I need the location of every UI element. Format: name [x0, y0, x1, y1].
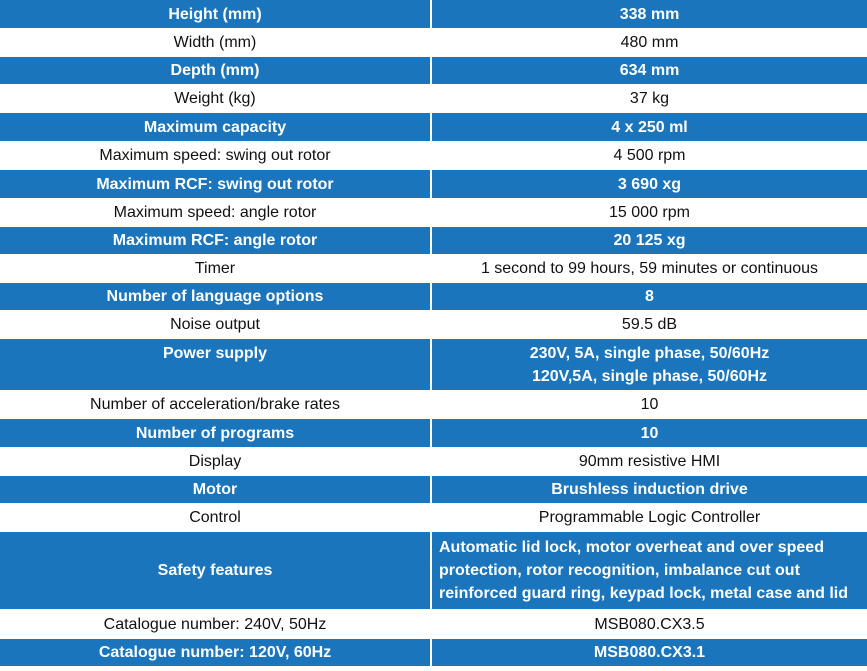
spec-value-line: 120V,5A, single phase, 50/60Hz [531, 367, 768, 385]
spec-row-acceleration-brake-rates [0, 391, 867, 419]
spec-row-catalogue-120v [0, 639, 867, 667]
spec-label: Timer [0, 255, 432, 282]
spec-row-max-rcf-swing-out-rotor [0, 170, 867, 199]
spec-label: Noise output [0, 311, 432, 338]
spec-row-display [0, 448, 867, 476]
spec-value: Programmable Logic Controller [538, 509, 761, 526]
spec-label: Number of programs [0, 419, 432, 447]
spec-label: Catalogue number: 240V, 50Hz [0, 610, 432, 638]
spec-label: Motor [0, 476, 432, 503]
spec-row-depth [0, 57, 867, 85]
spec-row-language-options [0, 283, 867, 311]
spec-row-catalogue-240v [0, 610, 867, 639]
spec-value: 15 000 rpm [609, 204, 690, 221]
spec-value: MSB080.CX3.5 [594, 615, 705, 633]
spec-row-width [0, 29, 867, 57]
spec-row-control [0, 504, 867, 532]
spec-row-power-supply [0, 339, 867, 391]
spec-value: 90mm resistive HMI [578, 453, 721, 470]
spec-value: 10 [640, 396, 659, 413]
spec-value: Brushless induction drive [551, 481, 748, 498]
spec-value: 10 [640, 424, 659, 442]
spec-label: Number of language options [0, 283, 432, 310]
spec-value: 4 x 250 ml [611, 118, 688, 136]
spec-label: Maximum RCF: angle rotor [0, 227, 432, 254]
spec-value: 480 mm [620, 34, 679, 51]
spec-value-line: Automatic lid lock, motor overheat and over speed [439, 539, 824, 556]
spec-value: 8 [645, 288, 654, 305]
spec-value: 37 kg [629, 90, 670, 107]
spec-label: Maximum capacity [0, 113, 432, 141]
spec-label: Maximum speed: swing out rotor [0, 142, 432, 169]
spec-value: 59.5 dB [621, 316, 678, 333]
spec-value: MSB080.CX3.1 [593, 644, 706, 661]
spec-row-max-rcf-angle-rotor [0, 227, 867, 255]
spec-label: Number of acceleration/brake rates [0, 391, 432, 418]
spec-row-motor [0, 476, 867, 504]
spec-label: Depth (mm) [0, 57, 432, 84]
spec-row-noise-output [0, 311, 867, 339]
spec-label: Weight (kg) [0, 85, 432, 112]
spec-value-line: reinforced guard ring, keypad lock, metal case and lid [439, 585, 849, 602]
spec-label: Maximum speed: angle rotor [0, 199, 432, 226]
spec-value: 4 500 rpm [613, 147, 686, 164]
spec-label: Maximum RCF: swing out rotor [0, 170, 432, 198]
spec-row-max-speed-angle-rotor [0, 199, 867, 227]
spec-row-timer [0, 255, 867, 283]
spec-label: Display [0, 448, 432, 475]
spec-label: Height (mm) [0, 0, 432, 28]
spec-value [432, 532, 867, 609]
spec-label: Control [0, 504, 432, 531]
spec-row-programs [0, 419, 867, 448]
spec-row-weight [0, 85, 867, 113]
spec-label: Safety features [0, 532, 432, 609]
spec-row-safety-features [0, 532, 867, 610]
spec-label: Catalogue number: 120V, 60Hz [0, 639, 432, 666]
spec-value [432, 339, 867, 390]
spec-value: 20 125 xg [613, 232, 686, 249]
spec-row-maximum-capacity [0, 113, 867, 142]
spec-value: 338 mm [619, 5, 680, 23]
spec-value: 3 690 xg [617, 175, 682, 193]
spec-label: Power supply [0, 339, 432, 390]
spec-row-max-speed-swing-out-rotor [0, 142, 867, 170]
spec-value-line: protection, rotor recognition, imbalance cut out [439, 562, 800, 579]
spec-label: Width (mm) [0, 29, 432, 56]
spec-row-height [0, 0, 867, 29]
spec-value-line: 230V, 5A, single phase, 50/60Hz [529, 344, 770, 362]
spec-value: 634 mm [619, 62, 680, 79]
spec-value: 1 second to 99 hours, 59 minutes or continuous [480, 260, 819, 277]
